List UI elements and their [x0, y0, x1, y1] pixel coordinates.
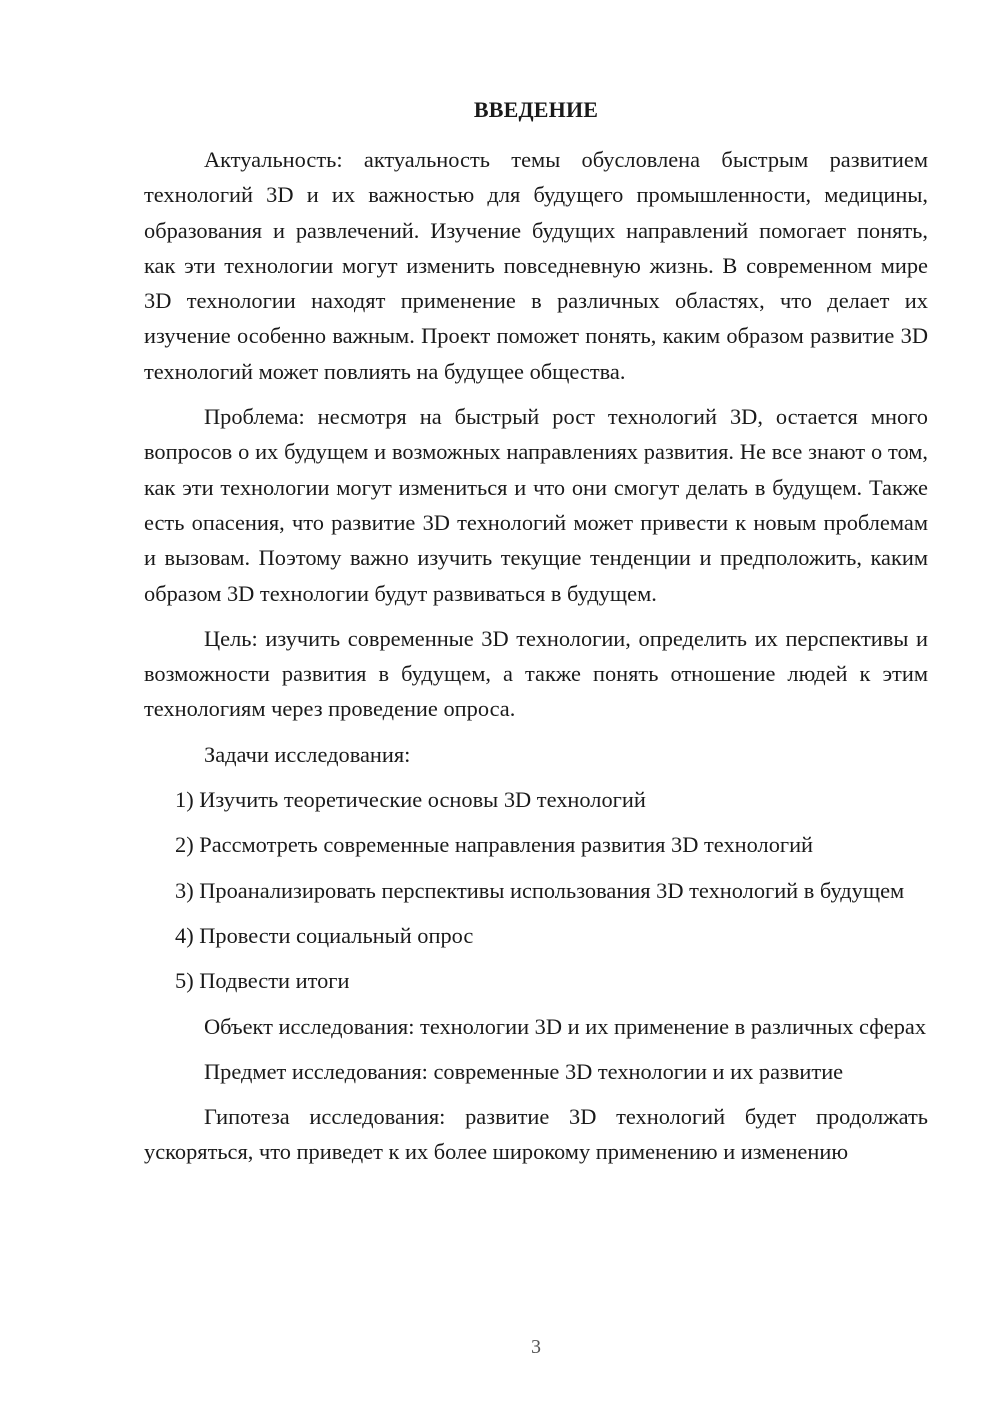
task-item-2: 2) Рассмотреть современные направления развития 3D технологий: [175, 832, 814, 858]
tasks-heading: Задачи исследования:: [204, 741, 411, 767]
task-item-3: 3) Проанализировать перспективы использования 3D технологий в будущем: [175, 877, 905, 903]
task-item-4: 4) Провести социальный опрос: [175, 922, 474, 948]
page-number: 3: [531, 1336, 541, 1358]
goal-paragraph: Цель: изучить современные 3D технологии, определить их перспективы и возможности развития в будущем, а также понять отношение людей к этим технологиям через проведение опроса.: [144, 625, 928, 722]
body-text: [144, 142, 928, 1180]
task-item-5: 5) Подвести итоги: [175, 968, 350, 994]
task-item-1: 1) Изучить теоретические основы 3D технологий: [175, 787, 646, 813]
subject-paragraph: Предмет исследования: современные 3D технологии и их развитие: [204, 1058, 844, 1084]
relevance-paragraph: Актуальность: актуальность темы обусловлена быстрым развитием технологий 3D и их важностью для будущего промышленности, медицины, образования и развлечений. Изучение будущих направлений помогает понять, как эти технологии могут изменить повседневную жизнь. В современном мире 3D технологии находят применение в различных областях, что делает их изучение особенно важным. Проект поможет понять, каким образом развитие 3D технологий может повлиять на будущее общества.: [144, 147, 928, 384]
section-heading: ВВЕДЕНИЕ: [473, 97, 599, 122]
hypothesis-paragraph: Гипотеза исследования: развитие 3D технологий будет продолжать ускоряться, что приведет к их более широкому применению и изменению: [144, 1104, 928, 1165]
object-paragraph: Объект исследования: технологии 3D и их применение в различных сферах: [204, 1013, 927, 1039]
problem-paragraph: Проблема: несмотря на быстрый рост технологий 3D, остается много вопросов о их будущем и возможных направлениях развития. Не все знают о том, как эти технологии могут измениться и что они смогут делать в будущем. Также есть опасения, что развитие 3D технологий может привести к новым проблемам и вызовам. Поэтому важно изучить текущие тенденции и предположить, каким образом 3D технологии будут развиваться в будущем.: [144, 404, 928, 606]
